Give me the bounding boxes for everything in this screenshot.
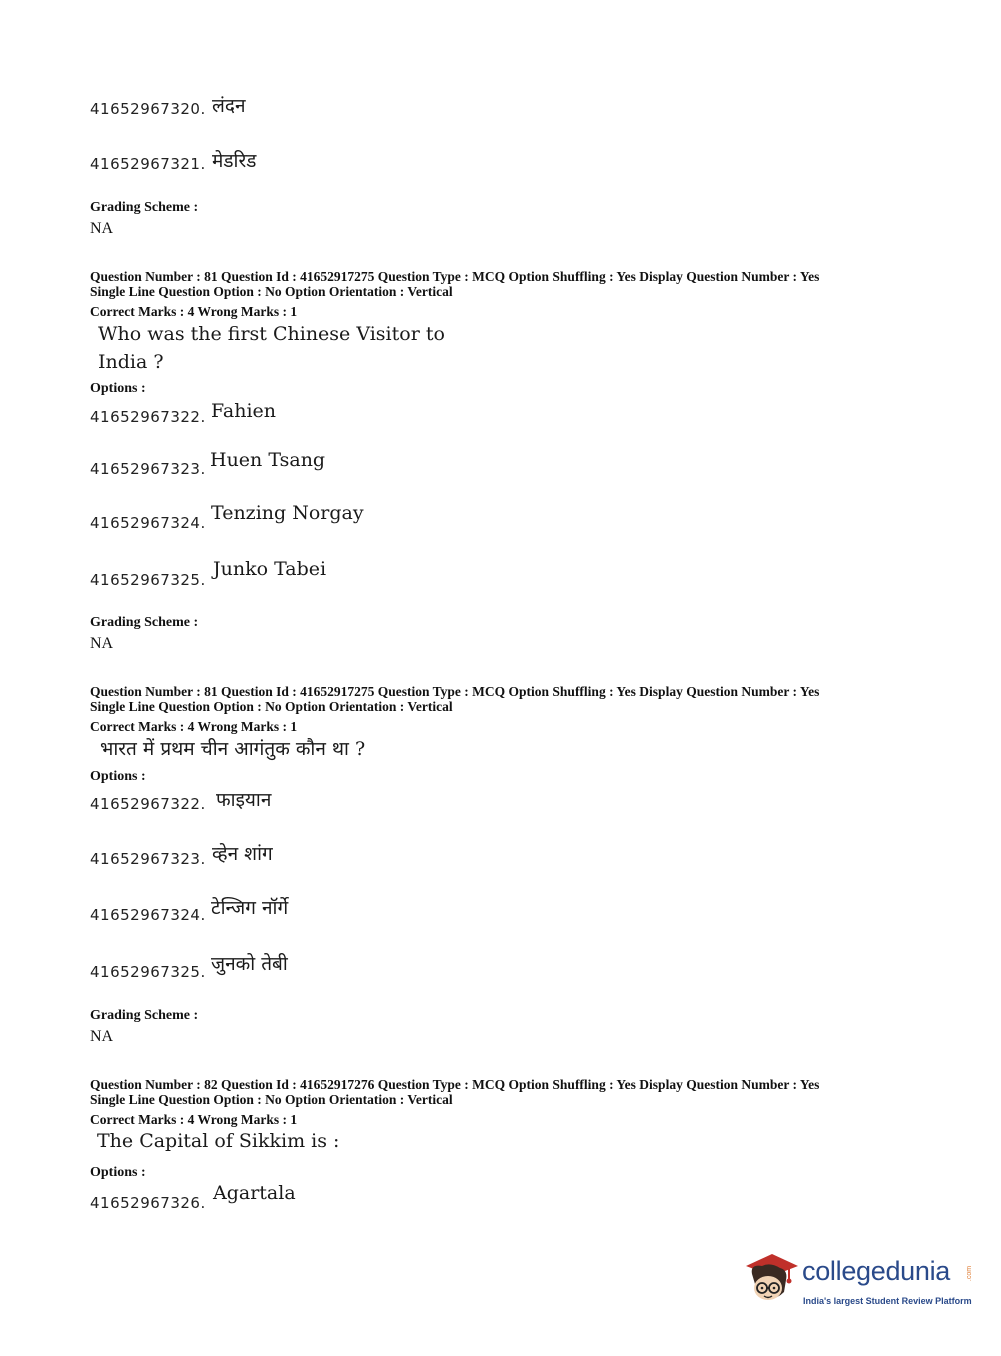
logo-wordmark: collegedunia [802,1256,951,1286]
option-text: Tenzing Norgay [211,502,364,524]
option-text: जुनको तेबी [211,953,288,975]
question-meta-line1: Question Number : 81 Question Id : 41652917275 Question Type : MCQ Option Shuffling : Yes Display Question Number : Yes [90,269,820,284]
option-id: 41652967325. [90,963,206,981]
option-text: Fahien [211,400,277,422]
option-text: Huen Tsang [210,449,326,471]
option-text: मेडरिड [212,150,257,172]
grading-scheme-label: Grading Scheme : [90,200,199,215]
option-id: 41652967325. [90,571,206,589]
options-label: Options : [90,769,146,784]
question-text-line2: India ? [98,351,164,373]
collegedunia-logo [740,1248,974,1318]
option-id: 41652967322. [90,795,206,813]
grading-scheme-value: NA [90,220,114,237]
question-marks: Correct Marks : 4 Wrong Marks : 1 [90,1112,298,1127]
option-id: 41652967323. [90,460,206,478]
option-text: Agartala [213,1182,296,1204]
option-text: व्हेन शांग [212,843,273,865]
question-text: भारत में प्रथम चीन आगंतुक कौन था ? [100,738,366,760]
options-label: Options : [90,381,146,396]
option-id: 41652967320. [90,100,206,118]
question-meta-line1: Question Number : 82 Question Id : 41652917276 Question Type : MCQ Option Shuffling : Yes Display Question Number : Yes [90,1077,820,1092]
option-id: 41652967324. [90,514,206,532]
question-text-line1: Who was the first Chinese Visitor to [98,323,445,345]
grading-scheme-label: Grading Scheme : [90,1008,199,1023]
options-label: Options : [90,1165,146,1180]
grading-scheme-value: NA [90,635,114,652]
question-meta-line2: Single Line Question Option : No Option Orientation : Vertical [90,284,453,299]
option-id: 41652967321. [90,155,206,173]
question-meta-line1: Question Number : 81 Question Id : 41652917275 Question Type : MCQ Option Shuffling : Yes Display Question Number : Yes [90,684,820,699]
option-id: 41652967326. [90,1194,206,1212]
option-text: Junko Tabei [213,558,327,580]
question-text: The Capital of Sikkim is : [97,1130,340,1152]
option-id: 41652967323. [90,850,206,868]
grading-scheme-label: Grading Scheme : [90,615,199,630]
question-marks: Correct Marks : 4 Wrong Marks : 1 [90,719,298,734]
logo-suffix: .com [966,1265,974,1282]
question-meta-line2: Single Line Question Option : No Option Orientation : Vertical [90,699,453,714]
question-marks: Correct Marks : 4 Wrong Marks : 1 [90,304,298,319]
logo-tagline: India's largest Student Review Platform [803,1296,972,1306]
option-text: टेन्जिग नॉर्गे [211,897,289,919]
question-text [98,320,445,376]
option-text: फाइयान [216,789,272,811]
grading-scheme-value: NA [90,1028,114,1045]
mascot-icon [740,1248,802,1310]
option-id: 41652967324. [90,906,206,924]
question-meta-line2: Single Line Question Option : No Option Orientation : Vertical [90,1092,453,1107]
option-text: लंदन [212,95,246,117]
option-id: 41652967322. [90,408,206,426]
